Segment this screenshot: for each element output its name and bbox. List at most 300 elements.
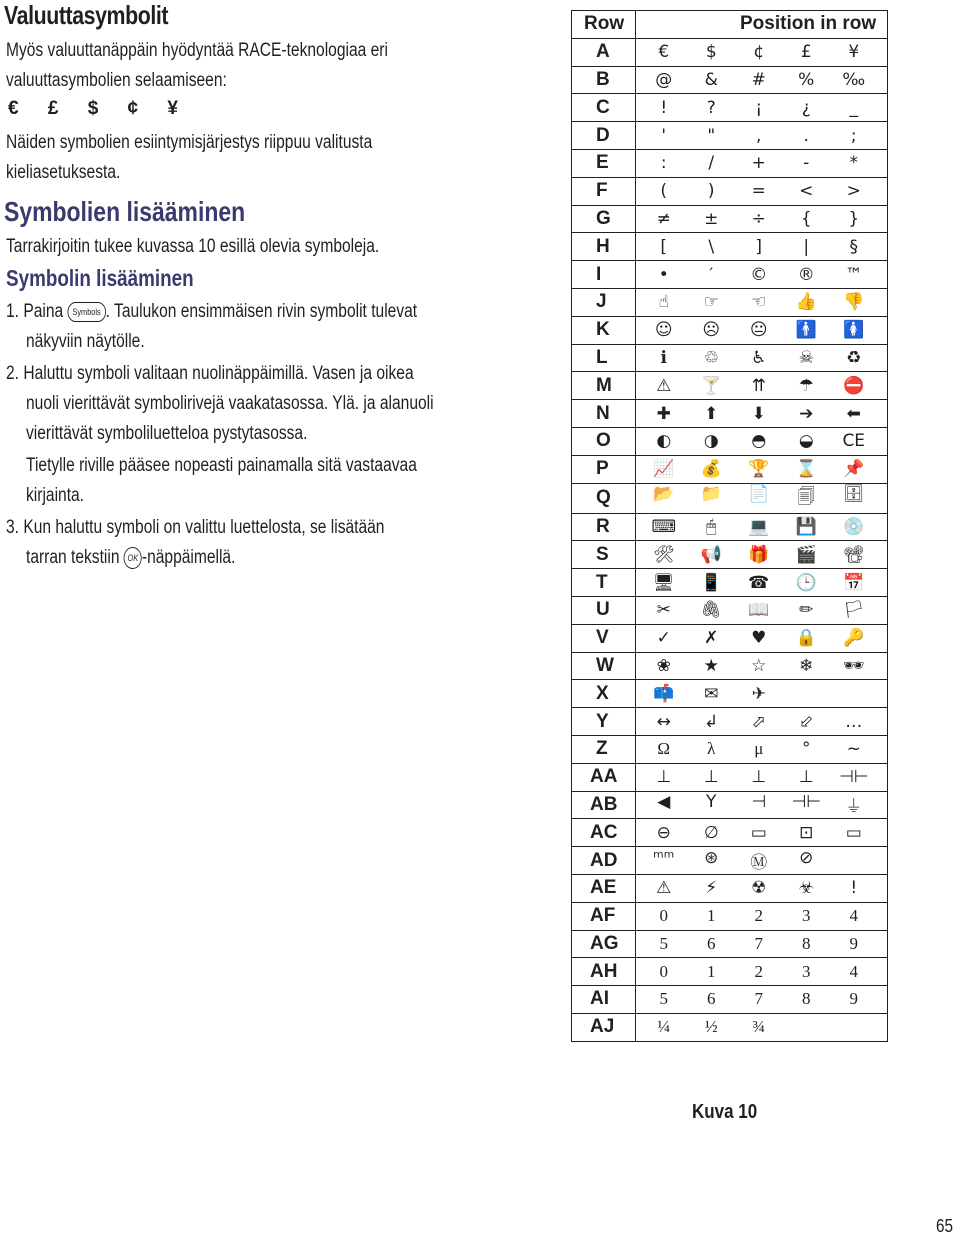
row-symbols (636, 513, 888, 541)
row-symbols (636, 902, 888, 930)
table-row (572, 513, 888, 541)
row-label: D (572, 122, 636, 150)
currency-symbols: € £ $ ¢ ¥ (8, 98, 190, 119)
step-1-line-1 (6, 297, 417, 327)
intro-line-2: valuuttasymbolien selaamiseen: (6, 70, 227, 91)
symbol-cell: ⊘ (799, 848, 814, 868)
symbol-cell: ‰ (842, 69, 866, 90)
symbol-cell: ☣ (798, 878, 814, 899)
table-row (572, 483, 888, 513)
symbol-cell: ) (707, 181, 715, 202)
symbol-cell: 🛠 (652, 544, 675, 565)
table-row (572, 569, 888, 597)
symbol-cell: ⌨ (651, 516, 677, 537)
row-label: E (572, 149, 636, 177)
row-symbols (636, 680, 888, 708)
symbol-cell: 📈 (653, 459, 675, 480)
symbol-cell (830, 1017, 878, 1037)
symbol-cell: } (848, 208, 860, 229)
symbol-cell: ☝ (658, 292, 669, 313)
symbol-cell: 8 (802, 989, 811, 1009)
symbol-cell: ⬅ (846, 403, 861, 424)
step-2-line-1: 2. Haluttu symboli valitaan nuolinäppäimillä. Vasen ja oikea (6, 363, 414, 384)
symbol-cell: ☢ (751, 878, 767, 899)
symbol-cell: ± (704, 208, 719, 229)
row-symbols (636, 958, 888, 986)
row-label: J (572, 288, 636, 316)
symbol-cell: ★ (703, 655, 719, 676)
symbol-cell: ¼ (657, 1017, 671, 1037)
order-line-2: kieliasetuksesta. (6, 162, 121, 183)
symbol-cell: & (704, 69, 718, 90)
symbol-cell: ✓ (656, 628, 671, 649)
symbol-cell: ⊡ (799, 822, 814, 843)
symbol-cell: ≠ (656, 208, 671, 229)
table-row (572, 930, 888, 958)
symbol-cell: 9 (849, 989, 858, 1009)
symbol-cell: ❄ (799, 655, 814, 676)
symbol-cell: ✗ (704, 628, 719, 649)
row-label: X (572, 680, 636, 708)
table-row (572, 177, 888, 205)
table-row (572, 38, 888, 66)
symbol-cell: ⊥ (703, 767, 719, 788)
symbol-cell: ➔ (799, 403, 814, 424)
table-row (572, 874, 888, 902)
symbol-cell: ❀ (656, 655, 671, 676)
row-label: L (572, 344, 636, 372)
row-symbols (636, 233, 888, 261)
symbol-cell: ⬃ (799, 711, 814, 732)
symbol-cell: ☜ (751, 292, 767, 313)
row-symbols (636, 400, 888, 428)
page-title: Valuuttasymbolit (4, 0, 169, 30)
symbol-cell: 8 (802, 933, 811, 953)
step-2-line-3: vierittävät symboliluetteloa pystytasossa. (26, 423, 308, 444)
symbol-cell: ↲ (704, 711, 719, 732)
symbol-cell: 🕒 (795, 572, 817, 593)
symbol-cell: 💰 (700, 459, 722, 480)
row-label: Q (572, 483, 636, 513)
row-label: H (572, 233, 636, 261)
symbol-cell: 1 (707, 906, 716, 926)
table-row (572, 261, 888, 289)
symbol-cell: 👍 (795, 292, 817, 313)
symbol-cell: 📌 (843, 459, 865, 480)
table-row (572, 763, 888, 791)
symbol-cell: £ (800, 42, 812, 63)
symbol-cell: ® (797, 264, 815, 285)
table-row (572, 288, 888, 316)
row-label: AA (572, 763, 636, 791)
symbol-cell: ¾ (752, 1017, 766, 1037)
header-position-label: Position in row (636, 11, 888, 39)
row-label: AC (572, 819, 636, 847)
row-symbols (636, 427, 888, 455)
symbol-cell: ? (706, 97, 716, 118)
symbol-cell: ⬇ (751, 403, 766, 424)
symbol-cell: : (660, 153, 667, 174)
symbol-cell: ◓ (751, 431, 767, 452)
symbol-cell: ◒ (798, 431, 814, 452)
symbol-cell: ~ (846, 739, 861, 760)
table-row (572, 122, 888, 150)
row-symbols (636, 541, 888, 569)
row-label: A (572, 38, 636, 66)
symbol-cell: < (799, 181, 814, 202)
symbol-cell: ⛔ (843, 375, 865, 396)
symbol-cell: 🖱 (706, 516, 717, 537)
figure-caption: Kuva 10 (692, 1101, 758, 1123)
symbol-table-body (572, 38, 888, 1041)
symbol-cell: ⊖ (656, 822, 671, 843)
symbol-cell: 👎 (843, 292, 865, 313)
row-symbols (636, 122, 888, 150)
symbol-cell: CE (842, 431, 866, 452)
symbol-cell: ÷ (751, 208, 766, 229)
table-row (572, 1013, 888, 1041)
symbol-cell: ½ (704, 1017, 718, 1037)
symbol-cell: 📢 (700, 544, 722, 565)
symbol-cell: # (751, 69, 766, 90)
table-row (572, 541, 888, 569)
symbol-cell: 6 (707, 989, 716, 1009)
symbol-cell: ☆ (751, 655, 767, 676)
symbol-cell: ♲ (703, 347, 719, 368)
symbol-cell: λ (707, 739, 716, 759)
symbol-cell: 🖇 (700, 600, 723, 621)
symbol-cell: ✂ (656, 600, 671, 621)
symbol-cell: { (800, 208, 812, 229)
row-label: AH (572, 958, 636, 986)
symbol-cell: ⊣ (751, 792, 767, 813)
row-symbols (636, 874, 888, 902)
row-symbols (636, 930, 888, 958)
symbol-cell: 🍸 (700, 375, 722, 396)
symbol-cell: μ (754, 739, 764, 759)
symbol-cell: ⊛ (704, 848, 719, 868)
symbol-cell: ! (660, 97, 668, 118)
symbol-cell: ∅ (703, 822, 719, 843)
symbol-cell: ⌛ (795, 459, 817, 480)
order-line-1: Näiden symbolien esiintymisjärjestys riippuu valitusta (6, 132, 373, 153)
row-symbols (636, 177, 888, 205)
symbol-cell (783, 1017, 831, 1037)
symbol-cell: ◀ (657, 792, 671, 813)
symbol-cell: ⊥ (798, 767, 814, 788)
table-row (572, 791, 888, 819)
symbol-cell: 🏆 (748, 459, 770, 480)
symbol-cell: ✈ (751, 683, 766, 704)
row-symbols (636, 372, 888, 400)
symbol-cell: 6 (707, 933, 716, 953)
symbol-cell: ⊥ (656, 767, 672, 788)
symbol-cell: 4 (849, 906, 858, 926)
symbol-cell: ⬀ (751, 711, 766, 732)
symbol-cell: ¢ (753, 42, 765, 63)
table-row (572, 455, 888, 483)
symbol-cell: ↔ (656, 711, 671, 732)
table-row (572, 149, 888, 177)
symbol-cell: 🔒 (795, 628, 817, 649)
symbol-cell: ☞ (703, 292, 719, 313)
table-row (572, 958, 888, 986)
symbol-cell: ✏ (799, 600, 814, 621)
symbol-cell: \ (708, 236, 715, 257)
row-label: T (572, 569, 636, 597)
symbol-cell: ▭ (845, 822, 862, 843)
row-label: W (572, 652, 636, 680)
symbol-cell: 1 (707, 961, 716, 981)
symbol-cell: ♿ (751, 347, 767, 368)
symbol-cell: 9 (849, 933, 858, 953)
symbol-cell: , (756, 125, 762, 146)
row-symbols (636, 847, 888, 875)
symbol-cell: 🚹 (795, 320, 817, 341)
row-symbols (636, 455, 888, 483)
row-symbols (636, 316, 888, 344)
row-label: AD (572, 847, 636, 875)
row-symbols (636, 708, 888, 736)
symbol-cell: 🖥 (652, 572, 675, 593)
row-label: C (572, 94, 636, 122)
symbol-cell: ⊥ (751, 767, 767, 788)
row-label: I (572, 261, 636, 289)
row-label: N (572, 400, 636, 428)
step-2-line-2: nuoli vierittävät symbolirivejä vaakatasossa. Ylä. ja alanuoli (26, 393, 434, 414)
symbol-cell: ′ (709, 264, 714, 285)
symbol-cell: 📅 (843, 572, 865, 593)
symbol-cell: ™ (845, 264, 863, 285)
row-symbols (636, 66, 888, 94)
step-1-line-2: näkyviin näytölle. (26, 331, 145, 352)
symbol-cell: ¥ (848, 42, 860, 63)
symbol-cell: 7 (754, 933, 763, 953)
symbol-table (571, 10, 888, 1042)
table-row (572, 427, 888, 455)
symbol-cell: ✉ (704, 683, 719, 704)
symbol-cell: ⬆ (704, 403, 719, 424)
symbol-cell: / (708, 153, 715, 174)
symbol-cell: 📄 (748, 483, 770, 504)
row-label: AG (572, 930, 636, 958)
row-label: AE (572, 874, 636, 902)
row-label: K (572, 316, 636, 344)
symbol-cell: ⇈ (751, 375, 766, 396)
symbol-cell: ⏚ (845, 797, 863, 818)
intro-line-1: Myös valuuttanäppäin hyödyntää RACE-teknologiaa eri (6, 40, 388, 61)
row-label: Z (572, 735, 636, 763)
header-row-label: Row (572, 11, 636, 39)
table-row (572, 986, 888, 1014)
page-number: 65 (936, 1216, 954, 1236)
symbol-cell: § (849, 236, 858, 257)
ok-key-icon: OK (124, 547, 142, 569)
step-3-text-b: tarran tekstiin (26, 547, 120, 568)
symbol-cell: ⊣⊢ (838, 767, 869, 788)
symbol-cell: 🎁 (748, 544, 770, 565)
symbol-cell: 5 (659, 933, 668, 953)
symbol-cell: 💾 (795, 516, 817, 537)
symbol-cell: 📱 (700, 572, 722, 593)
symbol-cell: ♻ (846, 347, 862, 368)
table-row (572, 205, 888, 233)
table-row (572, 344, 888, 372)
row-symbols (636, 819, 888, 847)
symbol-cell: Y (706, 792, 717, 813)
row-symbols (636, 38, 888, 66)
symbol-cell: ] (755, 236, 763, 257)
symbol-cell: 🕶 (842, 655, 865, 676)
symbol-cell: 📽 (842, 544, 865, 565)
symbol-cell: ; (850, 125, 857, 146)
row-symbols (636, 986, 888, 1014)
symbol-cell: 0 (659, 961, 668, 981)
row-symbols (636, 735, 888, 763)
table-row (572, 708, 888, 736)
table-row (572, 652, 888, 680)
symbol-cell: 4 (849, 961, 858, 981)
step-1-text-a: 1. Paina (6, 301, 64, 322)
row-symbols (636, 596, 888, 624)
symbol-cell: % (798, 69, 815, 90)
symbol-cell: 📖 (748, 600, 770, 621)
table-row (572, 596, 888, 624)
symbol-cell: • (658, 264, 669, 285)
row-label: G (572, 205, 636, 233)
row-symbols (636, 791, 888, 819)
symbol-cell: > (846, 181, 861, 202)
symbol-cell: 5 (659, 989, 668, 1009)
symbol-cell: 🚺 (843, 320, 865, 341)
table-row (572, 66, 888, 94)
symbol-cell (830, 848, 878, 873)
symbol-cell: 💿 (843, 516, 865, 537)
row-label: Y (572, 708, 636, 736)
symbol-cell: ( (660, 181, 668, 202)
row-symbols (636, 288, 888, 316)
symbol-cell: | (803, 236, 810, 257)
step-2-line-4: Tietylle riville pääsee nopeasti painamalla sitä vastaavaa (26, 455, 417, 476)
step-3-line-1: 3. Kun haluttu symboli on valittu luettelosta, se lisätään (6, 517, 385, 538)
section-title: Symbolien lisääminen (4, 196, 246, 227)
symbol-cell: 🎬 (795, 544, 817, 565)
symbol-cell: $ (705, 42, 717, 63)
row-label: O (572, 427, 636, 455)
row-label: AF (572, 902, 636, 930)
step-2-line-5: kirjainta. (26, 485, 85, 506)
symbol-cell: 😐 (749, 320, 768, 341)
symbol-cell: [ (660, 236, 668, 257)
symbol-cell: € (658, 42, 670, 63)
symbol-cell: + (751, 153, 766, 174)
row-symbols (636, 344, 888, 372)
row-symbols (636, 652, 888, 680)
table-row (572, 847, 888, 875)
row-label: AJ (572, 1013, 636, 1041)
symbol-cell: 0 (659, 906, 668, 926)
symbol-cell: ◑ (703, 431, 719, 452)
symbol-cell: ⊣⊢ (791, 792, 822, 813)
row-label: AI (572, 986, 636, 1014)
row-label: V (572, 624, 636, 652)
row-label: S (572, 541, 636, 569)
symbol-cell: _ (849, 97, 858, 118)
symbol-cell: . (803, 125, 809, 146)
row-symbols (636, 94, 888, 122)
symbol-cell: Ⓜ (750, 853, 768, 873)
symbol-cell: ▭ (750, 822, 767, 843)
symbol-cell: 🔑 (843, 628, 865, 649)
table-row (572, 233, 888, 261)
table-row (572, 624, 888, 652)
symbols-key-icon: Symbols (68, 302, 106, 322)
symbol-cell: - (803, 153, 810, 174)
row-symbols (636, 149, 888, 177)
row-label: U (572, 596, 636, 624)
sub-title: Symbolin lisääminen (6, 265, 194, 291)
symbol-cell: ° (802, 739, 811, 760)
row-symbols (636, 205, 888, 233)
row-symbols (636, 624, 888, 652)
symbol-cell: 2 (754, 906, 763, 926)
symbol-cell: ☠ (798, 347, 814, 368)
row-label: B (572, 66, 636, 94)
symbol-cell: 3 (802, 961, 811, 981)
symbol-cell: ! (850, 878, 858, 899)
step-3-text-c: -näppäimellä. (141, 547, 236, 568)
symbol-cell: ☎ (748, 572, 770, 593)
table-row (572, 316, 888, 344)
symbol-cell (830, 684, 878, 704)
table-row (572, 680, 888, 708)
symbol-cell: = (751, 181, 766, 202)
symbol-cell: " (707, 125, 716, 146)
symbol-cell: ☹ (702, 320, 721, 341)
symbol-cell: ◐ (656, 431, 672, 452)
row-symbols (636, 483, 888, 513)
row-label: AB (572, 791, 636, 819)
row-label: F (572, 177, 636, 205)
symbol-cell: 🏳 (842, 600, 865, 621)
symbol-cell: 📁 (700, 483, 722, 504)
symbol-cell: 📫 (653, 683, 675, 704)
symbol-cell: ♥ (751, 628, 767, 649)
table-header-row (572, 11, 888, 39)
symbol-cell (783, 684, 831, 704)
row-label: M (572, 372, 636, 400)
symbol-cell: 7 (754, 989, 763, 1009)
table-row (572, 819, 888, 847)
symbol-cell: ℹ (660, 347, 667, 368)
symbol-cell: ☺ (654, 320, 673, 341)
row-symbols (636, 261, 888, 289)
row-symbols (636, 763, 888, 791)
table-row (572, 94, 888, 122)
symbol-cell: 💻 (748, 516, 770, 537)
symbol-cell: 🗐 (797, 486, 815, 507)
step-3-line-2 (26, 543, 235, 573)
step-1-text-b: . Taulukon ensimmäisen rivin symbolit tulevat (105, 301, 418, 322)
symbol-cell: * (849, 153, 858, 174)
table-row (572, 372, 888, 400)
symbol-cell: © (750, 264, 768, 285)
symbol-cell: ⚡ (705, 878, 718, 899)
table-row (572, 735, 888, 763)
symbol-cell: ¿ (801, 97, 811, 118)
symbol-cell: 2 (754, 961, 763, 981)
symbol-cell: ' (661, 125, 667, 146)
